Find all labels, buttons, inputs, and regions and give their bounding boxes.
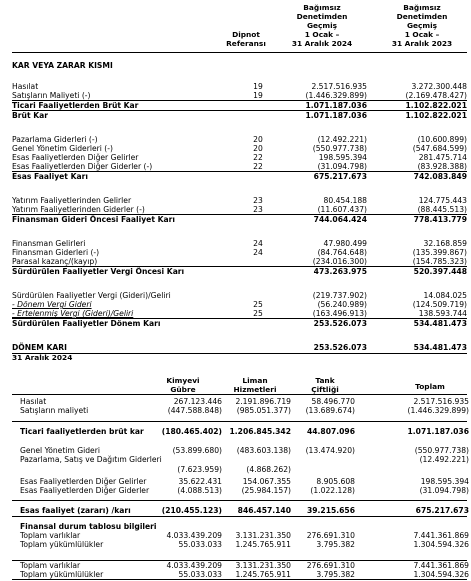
segment-row — [12, 486, 467, 495]
segment-row-label: Satışların maliyeti — [20, 406, 89, 415]
segment-header-liman: Liman — [242, 376, 268, 385]
row-label: Finansman Gelirleri — [12, 239, 86, 248]
row-note-ref: 19 — [253, 91, 263, 100]
row-label: Finansman Giderleri (-) — [12, 248, 100, 257]
income-row — [12, 101, 467, 110]
value-toplam: (31.094.798) — [419, 486, 469, 495]
value-2024: 47.980.499 — [323, 239, 367, 248]
row-label: Satışların Maliyeti (-) — [12, 91, 91, 100]
segment-row-label: Hasılat — [20, 397, 47, 406]
section-title-text: KAR VEYA ZARAR KISMI — [12, 61, 113, 70]
segment-row — [12, 465, 467, 474]
value-kimyevi: (7.623.959) — [177, 465, 222, 474]
segment-row — [12, 446, 467, 455]
segment-row — [12, 427, 467, 436]
value-2024: 253.526.073 — [313, 319, 367, 328]
segment-header-kimyevi: Gübre — [170, 385, 196, 394]
row-label: Sürdürülen Faaliyetler Dönem Karı — [12, 319, 161, 328]
value-2023: 32.168.859 — [423, 239, 467, 248]
segment-income-end-rule — [12, 516, 467, 517]
section-title — [12, 61, 467, 70]
balance-row — [12, 540, 467, 549]
value-kimyevi: 4.033.439.209 — [166, 531, 222, 540]
value-liman: (4.868.262) — [246, 465, 291, 474]
col1-line5: 31 Aralık 2024 — [291, 39, 353, 48]
value-toplam: (12.492.221) — [419, 455, 469, 464]
segment-row-label: Esas Faaliyetlerden Diğer Giderler — [20, 486, 150, 495]
value-2023: 534.481.473 — [413, 319, 467, 328]
row-label: Sürdürülen Faaliyetler Vergi (Gideri)/Geliri — [12, 291, 171, 300]
value-toplam: 1.071.187.036 — [407, 427, 469, 436]
value-liman: 846.457.140 — [237, 506, 291, 515]
value-2023: (154.785.323) — [412, 257, 467, 266]
value-2024: 2.517.516.935 — [311, 82, 367, 91]
value-toplam: 1.304.594.326 — [413, 540, 469, 549]
segment-period-label: 31 Aralık 2024 — [12, 353, 73, 362]
value-toplam: 2.517.516.935 — [413, 397, 469, 406]
value-2023: 1.102.822.021 — [405, 101, 467, 110]
row-label: DÖNEM KARI — [12, 343, 67, 352]
segment-header-tank: Çiftliği — [311, 385, 339, 394]
row-note-ref: 20 — [253, 135, 263, 144]
row-note-ref: 20 — [253, 144, 263, 153]
income-row — [12, 248, 467, 257]
segment-header-tank: Tank — [315, 376, 335, 385]
value-tank: 276.691.310 — [306, 531, 355, 540]
col1-line2: Denetimden — [296, 12, 348, 21]
note-header-line1: Dipnot — [232, 30, 260, 39]
value-2024: (11.607.437) — [317, 205, 367, 214]
value-2024: 744.064.424 — [313, 215, 367, 224]
note-column-header — [218, 30, 274, 48]
value-2024: (1.446.329.899) — [305, 91, 367, 100]
row-label: Ticari Faaliyetlerden Brüt Kar — [12, 101, 139, 110]
value-toplam: 1.304.594.326 — [413, 570, 469, 579]
value-toplam: 7.441.361.869 — [413, 531, 469, 540]
value-2023: 742.083.849 — [413, 172, 467, 181]
value-liman: 1.245.765.911 — [235, 540, 291, 549]
row-label: Sürdürülen Faaliyetler Vergi Öncesi Karı — [12, 267, 185, 276]
row-label: Finansman Gideri Öncesi Faaliyet Karı — [12, 215, 175, 224]
value-2023: (10.600.899) — [417, 135, 467, 144]
row-note-ref: 24 — [253, 248, 263, 257]
value-2024: 1.071.187.036 — [305, 101, 367, 110]
value-2023: (83.928.388) — [417, 162, 467, 171]
col1-line3: Geçmiş — [306, 21, 338, 30]
income-row — [12, 343, 467, 352]
income-row — [12, 319, 467, 328]
value-liman: 154.067.355 — [242, 477, 291, 486]
segment-header-toplam: Toplam — [415, 382, 445, 391]
income-row — [12, 162, 467, 171]
row-label: - Dönem Vergi Gideri — [12, 300, 92, 309]
value-2023: 138.593.744 — [418, 309, 467, 318]
value-liman: 3.131.231.350 — [235, 561, 291, 570]
row-note-ref: 23 — [253, 196, 263, 205]
income-row — [12, 309, 467, 318]
row-note-ref: 22 — [253, 153, 263, 162]
value-kimyevi: (447.588.848) — [167, 406, 222, 415]
col1-line4: 1 Ocak – — [304, 30, 340, 39]
income-row — [12, 267, 467, 276]
value-toplam: (550.977.738) — [414, 446, 469, 455]
value-2023: (2.169.478.427) — [405, 91, 467, 100]
value-tank: 3.795.382 — [316, 570, 355, 579]
balance-row-label: Toplam yükümlülükler — [20, 570, 104, 579]
balance-row-label: Toplam yükümlülükler — [20, 540, 104, 549]
value-2023: (547.684.599) — [412, 144, 467, 153]
row-label: Yatırım Faaliyetlerinden Gelirler — [12, 196, 132, 205]
income-row — [12, 291, 467, 300]
segment-row-label: Pazarlama, Satış ve Dağıtım Giderleri — [20, 455, 162, 464]
value-2023: (135.399.867) — [412, 248, 467, 257]
row-label: Brüt Kar — [12, 111, 48, 120]
income-row — [12, 239, 467, 248]
row-label: Yatırım Faaliyetlerinden Giderler (-) — [12, 205, 145, 214]
value-kimyevi: 55.033.033 — [178, 540, 222, 549]
value-tank: 276.691.310 — [306, 561, 355, 570]
value-kimyevi: (4.088.513) — [177, 486, 222, 495]
row-note-ref: 19 — [253, 82, 263, 91]
column-2023-header — [376, 3, 468, 48]
segment-row — [12, 455, 467, 464]
segment-header-liman: Hizmetleri — [233, 385, 277, 394]
col1-line1: Bağımsız — [303, 3, 341, 12]
income-row — [12, 91, 467, 100]
value-tank: 8.905.608 — [316, 477, 355, 486]
income-row — [12, 196, 467, 205]
value-liman: 1.245.765.911 — [235, 570, 291, 579]
value-kimyevi: 267.123.446 — [173, 397, 222, 406]
value-2024: (31.094.798) — [317, 162, 367, 171]
value-tank: (1.022.128) — [310, 486, 355, 495]
income-row — [12, 111, 467, 120]
value-2024: (56.240.989) — [317, 300, 367, 309]
value-liman: 2.191.896.719 — [235, 397, 291, 406]
value-kimyevi: (210.455.123) — [161, 506, 222, 515]
value-2023: 124.775.443 — [418, 196, 467, 205]
row-label: Hasılat — [12, 82, 39, 91]
col2-line1: Bağımsız — [403, 3, 441, 12]
value-2024: (219.737.902) — [312, 291, 367, 300]
value-2023: 778.413.779 — [413, 215, 467, 224]
value-2024: 473.263.975 — [313, 267, 367, 276]
value-liman: (985.051.377) — [236, 406, 291, 415]
value-liman: (25.984.157) — [241, 486, 291, 495]
value-2023: (124.509.719) — [412, 300, 467, 309]
column-2024-header — [276, 3, 368, 48]
value-liman: (483.603.138) — [236, 446, 291, 455]
value-2024: (163.496.913) — [312, 309, 367, 318]
value-kimyevi: 4.033.439.209 — [166, 561, 222, 570]
row-note-ref: 24 — [253, 239, 263, 248]
income-row — [12, 135, 467, 144]
value-tank: (13.689.674) — [305, 406, 355, 415]
segment-row-label: Esas Faaliyetlerden Diğer Gelirler — [20, 477, 147, 486]
segment-rule — [12, 421, 467, 422]
value-2023: 14.084.025 — [423, 291, 467, 300]
segment-header-rule — [12, 394, 467, 395]
value-2023: 520.397.448 — [413, 267, 467, 276]
value-2024: (84.764.648) — [317, 248, 367, 257]
segment-row-label: Esas faaliyet (zararı) /karı — [20, 506, 131, 515]
segment-row-label: Genel Yönetim Gideri — [20, 446, 100, 455]
income-row — [12, 215, 467, 224]
value-2024: 253.526.073 — [313, 343, 367, 352]
balance-row — [12, 531, 467, 540]
value-tank: (13.474.920) — [305, 446, 355, 455]
row-label: Pazarlama Giderleri (-) — [12, 135, 98, 144]
balance-title: Finansal durum tablosu bilgileri — [20, 522, 157, 531]
col2-line5: 31 Aralık 2023 — [391, 39, 453, 48]
value-2024: 675.217.673 — [313, 172, 367, 181]
segment-row — [12, 397, 467, 406]
value-2023: 1.102.822.021 — [405, 111, 467, 120]
value-toplam: (1.446.329.899) — [407, 406, 469, 415]
income-row — [12, 257, 467, 266]
value-tank: 3.795.382 — [316, 540, 355, 549]
row-label: Esas Faaliyetlerden Diğer Giderler (-) — [12, 162, 153, 171]
income-row — [12, 300, 467, 309]
note-header-line2: Referansı — [226, 39, 266, 48]
income-row — [12, 153, 467, 162]
value-tank: 39.215.656 — [306, 506, 355, 515]
segment-header-kimyevi: Kimyevi — [166, 376, 200, 385]
balance-row-label: Toplam varlıklar — [20, 531, 81, 540]
value-2023: 281.475.714 — [418, 153, 467, 162]
value-kimyevi: (53.899.680) — [172, 446, 222, 455]
balance-row-label: Toplam varlıklar — [20, 561, 81, 570]
value-2024: (234.016.300) — [312, 257, 367, 266]
balance-row — [12, 570, 467, 579]
col2-line2: Denetimden — [396, 12, 448, 21]
header-divider — [12, 52, 467, 53]
value-2024: 198.595.394 — [318, 153, 367, 162]
row-label: - Ertelenmiş Vergi (Gideri)/Geliri — [12, 309, 134, 318]
value-2024: 80.454.188 — [323, 196, 367, 205]
value-liman: 3.131.231.350 — [235, 531, 291, 540]
value-2024: (12.492.221) — [317, 135, 367, 144]
segment-row — [12, 506, 467, 515]
col2-line3: Geçmiş — [406, 21, 438, 30]
row-label: Parasal kazanç/(kayıp) — [12, 257, 98, 266]
value-kimyevi: (180.465.402) — [161, 427, 222, 436]
col2-line4: 1 Ocak – — [404, 30, 440, 39]
row-note-ref: 23 — [253, 205, 263, 214]
value-2023: 534.481.473 — [413, 343, 467, 352]
value-2024: 1.071.187.036 — [305, 111, 367, 120]
value-kimyevi: 55.033.033 — [178, 570, 222, 579]
value-tank: 44.807.096 — [306, 427, 355, 436]
row-note-ref: 22 — [253, 162, 263, 171]
row-label: Esas Faaliyet Karı — [12, 172, 88, 181]
income-row — [12, 144, 467, 153]
value-toplam: 7.441.361.869 — [413, 561, 469, 570]
value-2024: (550.977.738) — [312, 144, 367, 153]
balance-end-rule — [12, 579, 467, 580]
balance-row — [12, 561, 467, 570]
income-end-rule — [12, 353, 467, 354]
segment-rule — [12, 500, 467, 501]
income-row — [12, 205, 467, 214]
income-row — [12, 172, 467, 181]
value-toplam: 198.595.394 — [420, 477, 469, 486]
segment-row-label: Ticari faaliyetlerden brüt kar — [20, 427, 144, 436]
value-kimyevi: 35.622.431 — [178, 477, 222, 486]
value-2023: 3.272.300.448 — [411, 82, 467, 91]
row-note-ref: 25 — [253, 309, 263, 318]
row-label: Genel Yönetim Giderleri (-) — [12, 144, 113, 153]
value-2023: (88.445.513) — [417, 205, 467, 214]
income-row — [12, 82, 467, 91]
row-label: Esas Faaliyetlerden Diğer Gelirler — [12, 153, 139, 162]
value-liman: 1.206.845.342 — [229, 427, 291, 436]
segment-row — [12, 477, 467, 486]
value-toplam: 675.217.673 — [415, 506, 469, 515]
segment-row — [12, 406, 467, 415]
value-tank: 58.496.770 — [311, 397, 355, 406]
row-note-ref: 25 — [253, 300, 263, 309]
